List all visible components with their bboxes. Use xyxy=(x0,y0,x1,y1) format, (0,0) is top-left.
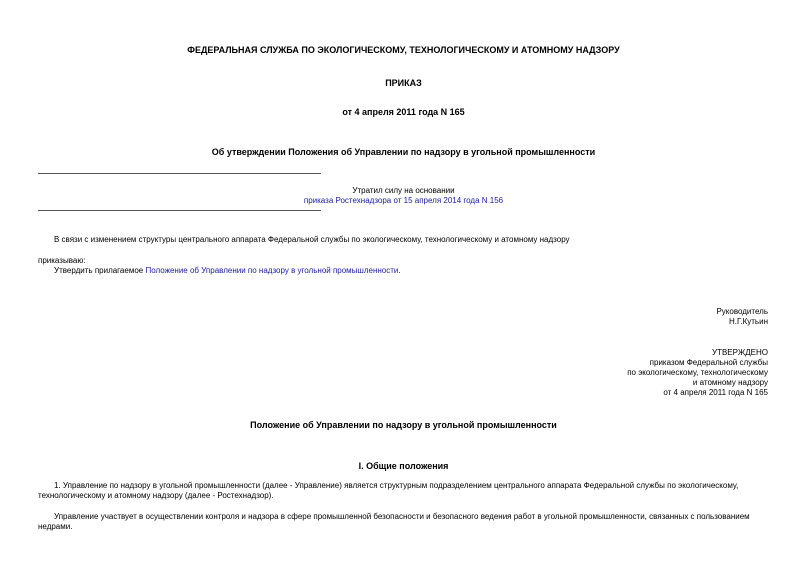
signature-name: Н.Г.Кутьин xyxy=(729,317,768,326)
regulation-link[interactable]: Положение об Управлении по надзору в угольной промышленности xyxy=(145,266,399,275)
approval-line-1: УТВЕРЖДЕНО xyxy=(711,348,768,357)
approve-paragraph xyxy=(54,266,401,276)
section-1-title: I. Общие положения xyxy=(358,461,449,471)
agency-heading: ФЕДЕРАЛЬНАЯ СЛУЖБА ПО ЭКОЛОГИЧЕСКОМУ, ТЕХНОЛОГИЧЕСКОМУ И АТОМНОМУ НАДЗОРУ xyxy=(187,45,620,55)
divider-bottom xyxy=(38,210,321,211)
signature-position: Руководитель xyxy=(716,307,768,316)
approval-line-4: и атомному надзору xyxy=(692,378,768,387)
doc-type-heading: ПРИКАЗ xyxy=(385,78,422,88)
order-word: приказываю: xyxy=(38,256,86,265)
status-note-link[interactable]: приказа Ростехнадзора от 15 апреля 2014 года N 156 xyxy=(303,196,504,205)
approve-prefix: Утвердить прилагаемое xyxy=(54,266,146,275)
regulation-title: Положение об Управлении по надзору в угольной промышленности xyxy=(250,420,557,430)
doc-title: Об утверждении Положения об Управлении по надзору в угольной промышленности xyxy=(211,147,596,157)
paragraph-2: Управление участвует в осуществлении контроля и надзора в сфере промышленной безопасности и безопасного ведения работ в угольной промышленности, связанных с пользованием недрами. xyxy=(38,512,750,531)
doc-date-number: от 4 апреля 2011 года N 165 xyxy=(342,107,465,117)
divider-top xyxy=(38,173,321,174)
approval-line-5: от 4 апреля 2011 года N 165 xyxy=(663,388,768,397)
preamble-text: В связи с изменением структуры центрального аппарата Федеральной службы по экологическому, технологическому и атомному надзору xyxy=(54,235,570,244)
paragraph-1: 1. Управление по надзору в угольной промышленности (далее - Управление) является структурным подразделением центрального аппарата Федеральной службы по экологическому, технологическому и атомному надзору (далее - Ростехнадзор). xyxy=(38,481,739,500)
approval-line-3: по экологическому, технологическому xyxy=(627,368,768,377)
approval-line-2: приказом Федеральной службы xyxy=(649,358,768,367)
status-note-text: Утратил силу на основании xyxy=(352,186,455,195)
approve-suffix: . xyxy=(398,266,401,275)
